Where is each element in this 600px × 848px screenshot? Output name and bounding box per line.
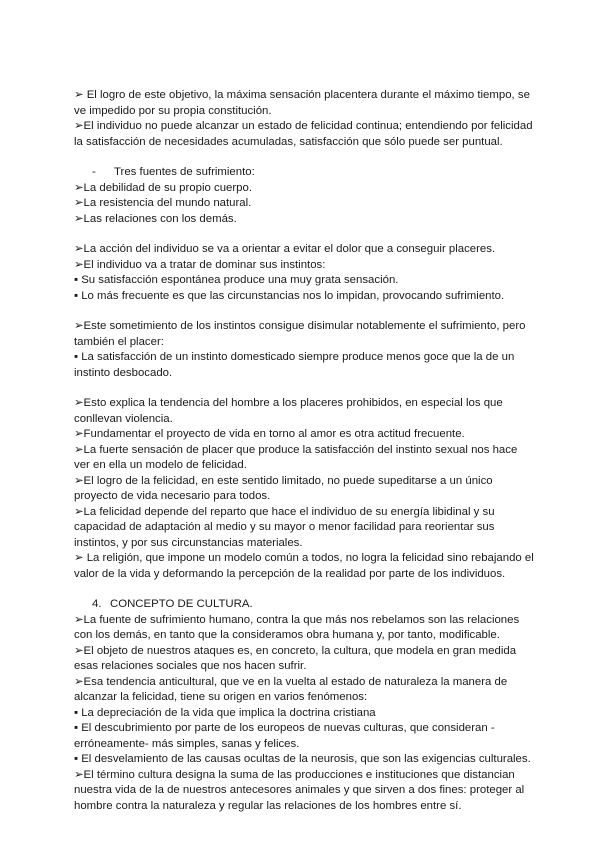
list-item: ➢Las relaciones con los demás. <box>74 212 237 225</box>
list-item: ➢La resistencia del mundo natural. <box>74 197 252 209</box>
paragraph: ➢ El logro de este objetivo, la máxima sensación placentera durante el máximo tiempo, se ve impedido por su propia constitución. <box>74 89 530 117</box>
list-item: ▪ Lo más frecuente es que las circunstancias nos lo impidan, provocando sufrimiento. <box>74 289 505 302</box>
spacer <box>74 582 534 597</box>
paragraph: ➢Este sometimiento de los instintos consigue disimular notablemente el sufrimiento, pero también el placer: <box>74 320 526 348</box>
spacer <box>74 381 534 396</box>
paragraph: ➢ La religión, que impone un modelo común a todos, no logra la felicidad sino rebajando el valor de la vida y deformando la percepción de la realidad por parte de los individuos. <box>74 552 534 580</box>
list-item: ▪ Su satisfacción espontánea produce una muy grata sensación. <box>74 274 399 286</box>
paragraph: ➢El término cultura designa la suma de las producciones e instituciones que distancian nuestra vida de la de nuestros antecesores animales y que sirven a dos fines: proteger al hombre contra la naturaleza y regular las relaciones de los hombres entre sí. <box>74 768 525 812</box>
paragraph: ➢Esto explica la tendencia del hombre a los placeres prohibidos, en especial los que conllevan violencia. <box>74 397 503 425</box>
document-page <box>74 88 534 814</box>
list-item: ▪ El descubrimiento por parte de los europeos de nuevas culturas, que consideran -erróneamente- más simples, sanas y felices. <box>74 722 495 750</box>
paragraph: ➢El objeto de nuestros ataques es, en concreto, la cultura, que modela en gran medida esas relaciones sociales que nos hacen sufrir. <box>74 644 517 672</box>
subheading-sources <box>74 165 534 181</box>
paragraph: ➢El individuo no puede alcanzar un estado de felicidad continua; entendiendo por felicidad la satisfacción de necesidades acumuladas, satisfacción que sólo puede ser puntual. <box>74 120 533 148</box>
paragraph: ➢Fundamentar el proyecto de vida en torno al amor es otra actitud frecuente. <box>74 428 465 440</box>
list-item: ▪ La depreciación de la vida que implica la doctrina cristiana <box>74 706 376 719</box>
paragraph: ➢La fuerte sensación de placer que produce la satisfacción del instinto sexual nos hace ver en ella un modelo de felicidad. <box>74 443 518 471</box>
paragraph: ➢La felicidad depende del reparto que hace el individuo de su energía libidinal y su capacidad de adaptación al medio y su mayor o menor facilidad para reorientar sus instintos, y por sus circunstancias materiales. <box>74 505 495 549</box>
paragraph: ➢El individuo va a tratar de dominar sus instintos: <box>74 258 326 271</box>
section-title: CONCEPTO DE CULTURA. <box>110 598 253 610</box>
spacer <box>74 150 534 165</box>
paragraph: ➢El logro de la felicidad, en este sentido limitado, no puede supeditarse a un único proyecto de vida necesario para todos. <box>74 474 493 502</box>
paragraph: ➢Esa tendencia anticultural, que ve en la vuelta al estado de naturaleza la manera de alcanzar la felicidad, tiene su origen en varios fenómenos: <box>74 675 508 703</box>
list-item: ➢La debilidad de su propio cuerpo. <box>74 181 252 194</box>
spacer <box>74 304 534 319</box>
section-number: 4. <box>92 598 102 610</box>
spacer <box>74 227 534 242</box>
dash-marker: - <box>92 166 96 178</box>
section-heading <box>74 597 534 613</box>
subheading-text: Tres fuentes de sufrimiento: <box>114 166 255 178</box>
list-item: ▪ El desvelamiento de las causas ocultas de la neurosis, que son las exigencias culturales. <box>74 753 531 765</box>
paragraph: ➢La acción del individuo se va a orientar a evitar el dolor que a conseguir placeres. <box>74 243 496 255</box>
list-item: ▪ La satisfacción de un instinto domesticado siempre produce menos goce que la de un instinto desbocado. <box>74 351 515 379</box>
paragraph: ➢La fuente de sufrimiento humano, contra la que más nos rebelamos son las relaciones con los demás, en tanto que la consideramos obra humana y, por tanto, modificable. <box>74 613 520 641</box>
